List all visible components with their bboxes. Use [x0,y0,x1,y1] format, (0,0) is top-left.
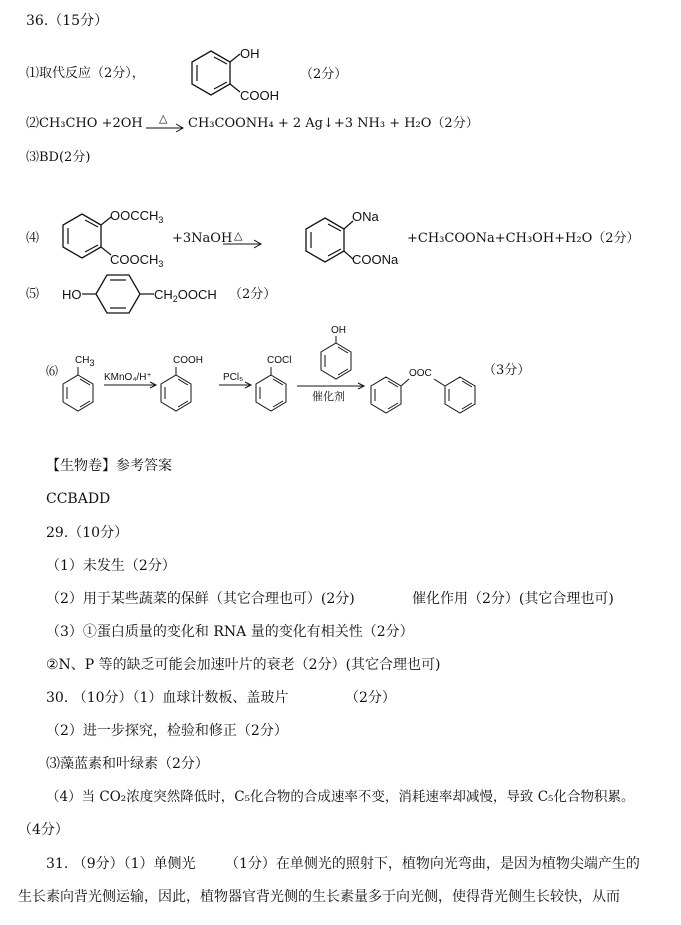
formate-group: OOCH [177,287,217,302]
pcl5-condition: PCl₅ [223,372,244,383]
heat-symbol: △ [159,113,168,125]
mcq-answers: CCBADD [46,491,111,507]
q36-5-score: （2分） [229,287,277,302]
acetoxy-group: OOCCH [110,208,159,223]
biology-section-title: 【生物卷】参考答案 [46,458,172,474]
methyl-ester-group: COOCH [110,252,159,267]
q30-3-answer: ⑶藻蓝素和叶绿素（2分） [46,756,209,772]
naoh-reagent: +3NaOH [172,231,233,246]
q29-3-answer-2: ②N、P 等的缺乏可能会加速叶片的衰老（2分）(其它合理也可) [46,657,441,673]
subscript: 3 [89,358,95,368]
heat-symbol: △ [234,230,243,242]
q36-6-label: ⑹ [46,364,59,378]
q29-heading: 29.（10分） [46,525,129,541]
cooh-group-label: COOH [240,88,279,103]
subscript: 3 [158,215,164,225]
q36-4-label: ⑷ [26,231,40,246]
q31-line1-b: （1分）在单侧光的照射下，植物向光弯曲，是因为植物尖端产生的 [225,856,640,872]
q36-1-answer: ⑴取代反应（2分）， [26,66,145,81]
q30-2-answer: （2）进一步探究，检验和修正（2分） [46,723,288,739]
subscript: 3 [158,259,164,269]
q31-line1-a: 31. （9分）（1）单侧光 [46,856,196,872]
q29-1-answer: （1）未发生（2分） [46,558,176,574]
cooh-label: COOH [173,355,203,366]
q30-4-answer: （4）当 CO₂浓度突然降低时，C₅化合物的合成速率不变，消耗速率却减慢，导致 C₅化合物积累。 [46,789,635,805]
q36-1-score: （2分） [300,67,348,82]
coona-group: COONa [352,252,399,267]
ester-linkage-label: OOC [409,368,432,379]
q36-heading: 36.（15分） [26,13,109,29]
q36-2-reactants: ⑵CH₃CHO +2OH [26,116,143,131]
methyl-group: CH [75,355,90,366]
q30-1-score: （2分） [345,690,396,706]
q36-6-score: （3分） [483,363,531,378]
q30-4-score: （4分） [18,822,69,838]
subscript: 2 [172,294,178,304]
ona-group: ONa [352,209,379,224]
methylene-group: CH [154,287,173,302]
catalyst-condition: 催化剂 [312,390,345,403]
phenol-oh-label: OH [331,325,346,336]
q36-5-label: ⑸ [26,287,40,302]
q29-2-answer-b: 催化作用（2分）(其它合理也可) [412,591,614,607]
q36-4-byproducts: +CH₃COONa+CH₃OH+H₂O（2分） [407,231,640,246]
hydroxy-group: HO [62,287,82,302]
q29-3-answer: （3）①蛋白质量的变化和 RNA 量的变化有相关性（2分） [46,624,414,640]
q29-2-answer-a: （2）用于某些蔬菜的保鲜（其它合理也可）(2分) [46,591,355,607]
cocl-label: COCl [267,355,292,366]
q30-heading: 30. （10分）（1）血球计数板、盖玻片 [46,690,289,706]
kmno4-condition: KMnO₄/H⁺ [104,372,152,383]
oh-group-label: OH [240,46,260,61]
q31-line2: 生长素向背光侧运输，因此，植物器官背光侧的生长素量多于向光侧，使得背光侧生长较快，从而 [18,889,620,905]
q36-3-answer: ⑶BD(2分) [26,150,91,165]
q36-2-products: CH₃COONH₄ + 2 Ag↓+3 NH₃ + H₂O（2分） [188,116,479,131]
